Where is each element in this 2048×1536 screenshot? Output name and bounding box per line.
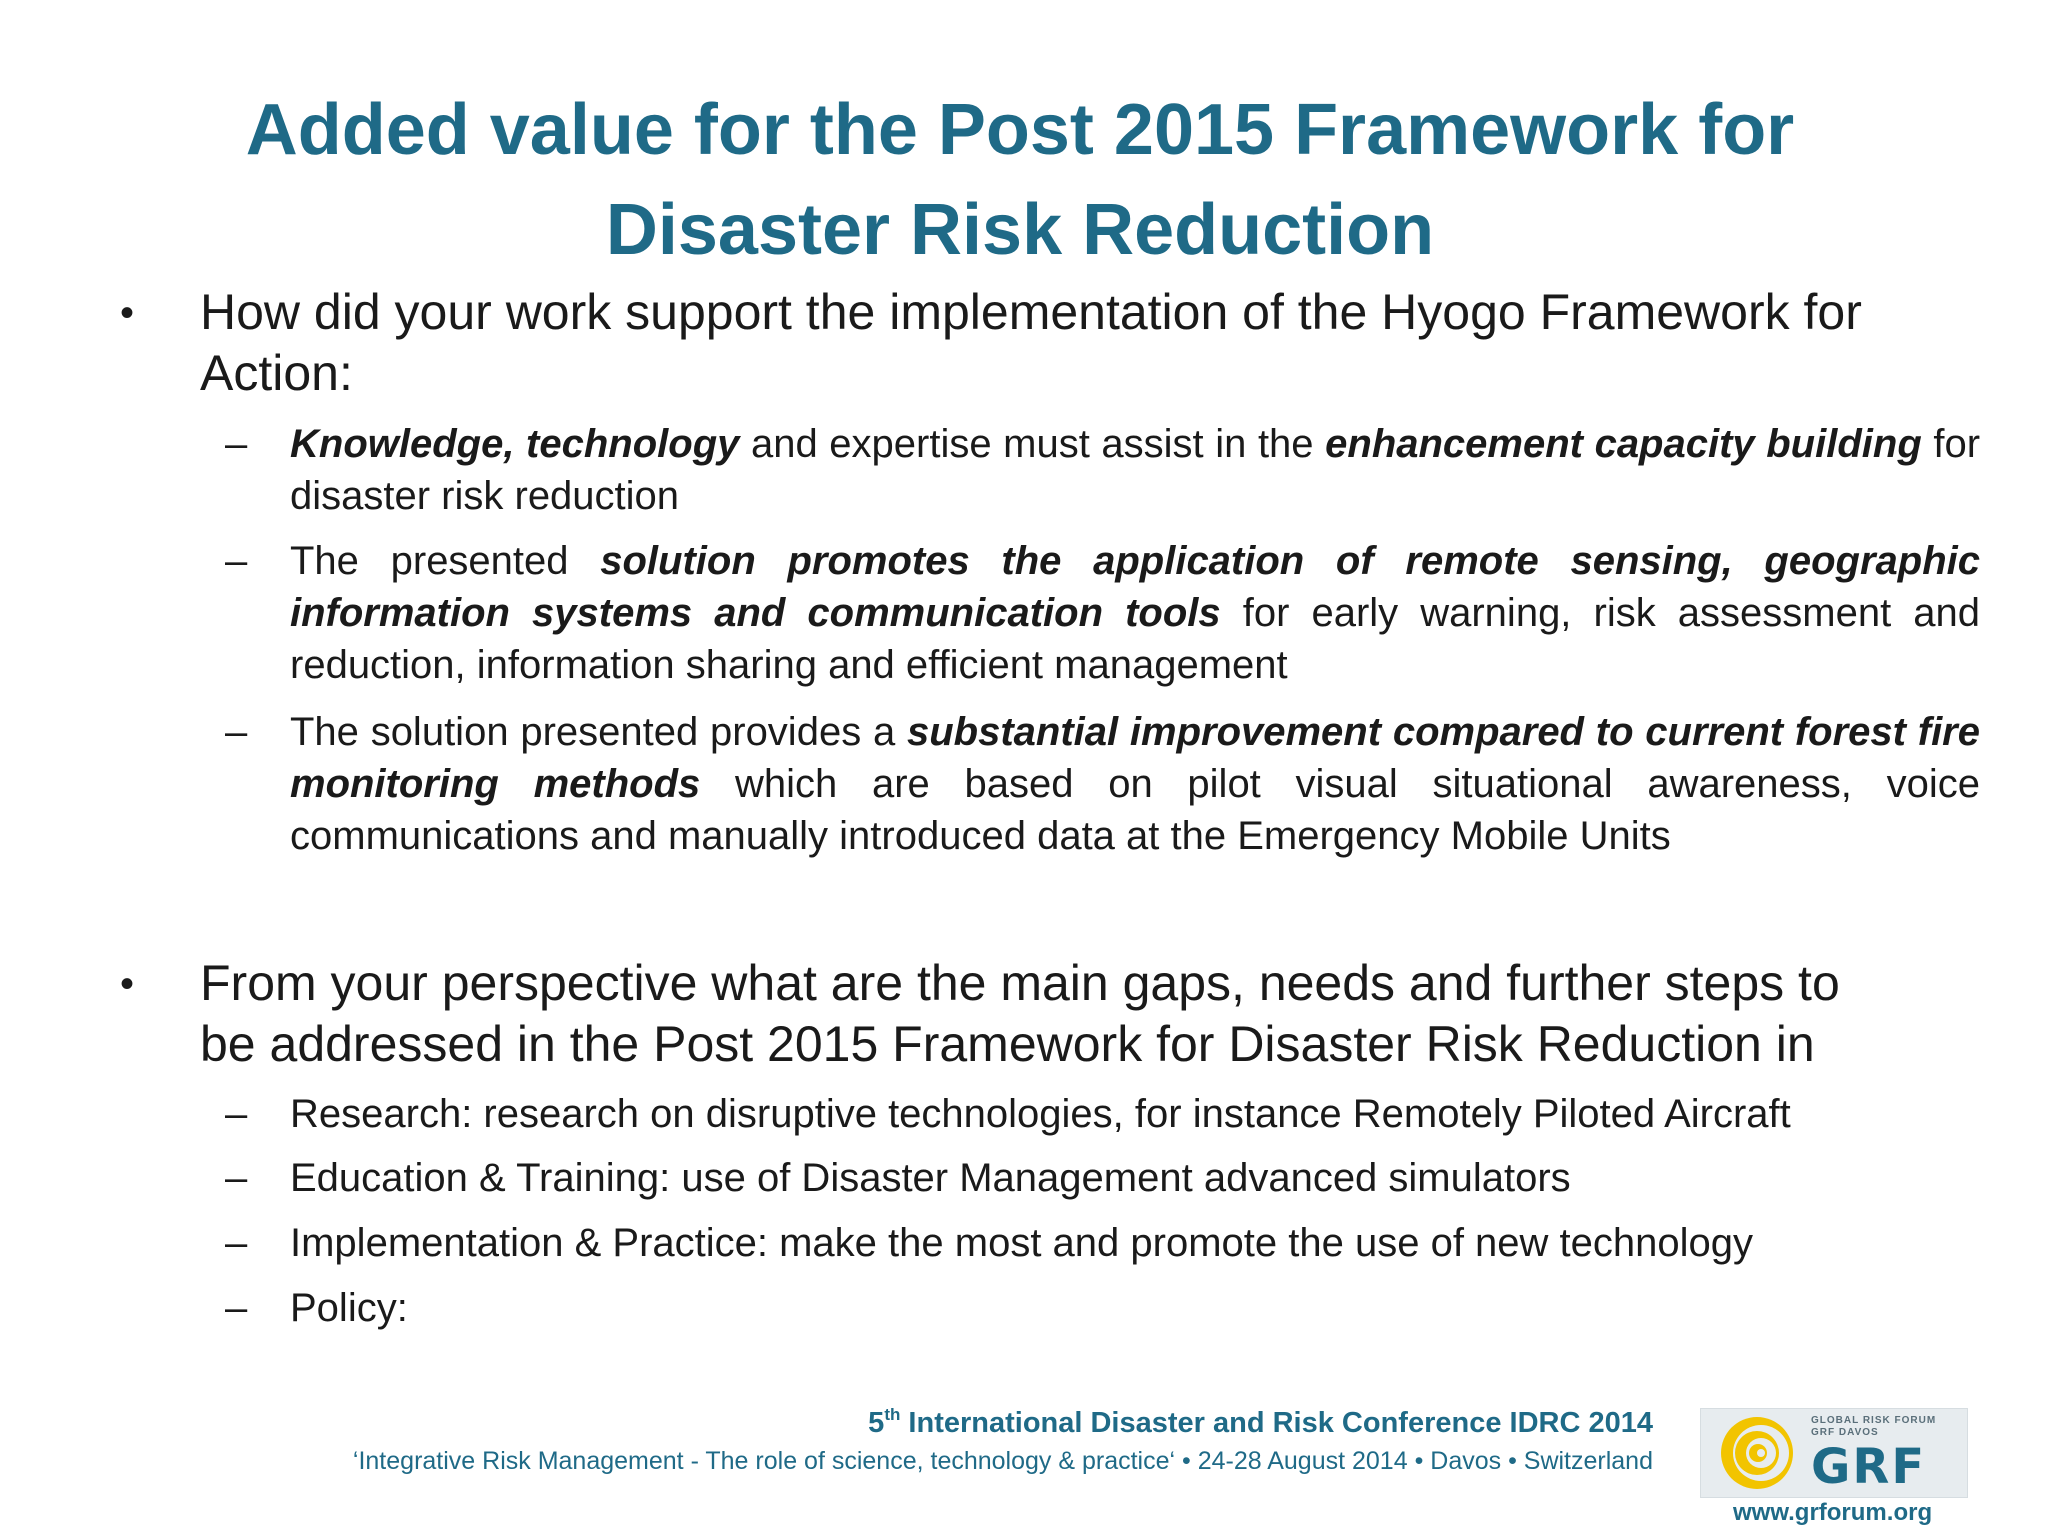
text-run: The solution presented provides a <box>290 710 907 754</box>
sub-bullet-text: Education & Training: use of Disaster Management advanced simulators <box>290 1156 1571 1200</box>
dash: – <box>225 422 248 466</box>
dash: – <box>225 1156 248 1200</box>
bullet-text <box>200 953 1990 1075</box>
title-line-2: Disaster Risk Reduction <box>605 190 1435 270</box>
bullet-text-line-1: How did your work support the implementation of the Hyogo Framework for <box>200 284 1862 340</box>
text-run: for disaster risk reduction <box>290 422 1981 518</box>
emphasis: enhancement capacity building <box>1325 422 1922 466</box>
title-line-1: Added value for the Post 2015 Framework for <box>245 90 1795 170</box>
text-run: The presented <box>290 539 601 583</box>
sub-bullet-text <box>290 535 1980 691</box>
bullet-text <box>200 282 1990 404</box>
website-link[interactable]: www.grforum.org <box>1733 1499 1933 1526</box>
grf-spiral-icon <box>1709 1413 1809 1493</box>
sub-bullet-text: Implementation & Practice: make the most and promote the use of new technology <box>290 1221 1754 1265</box>
sub-bullet-text <box>290 706 1980 862</box>
text-run: for early warning, risk assessment and reduction, information sharing and efficient management <box>290 591 1981 687</box>
bullet-dot: • <box>120 291 135 335</box>
bullet-text-line-2: Action: <box>200 345 353 401</box>
bullet-text-line-2: be addressed in the Post 2015 Framework for Disaster Risk Reduction in <box>200 1016 1815 1072</box>
sub-bullet-text: Research: research on disruptive technologies, for instance Remotely Piloted Aircraft <box>290 1092 1791 1136</box>
sub-bullet-text <box>290 418 1980 522</box>
emphasis: solution promotes the application of remote sensing, geographic information systems and communication tools <box>290 539 1981 635</box>
dash: – <box>225 1286 248 1330</box>
bullet-dot: • <box>120 962 135 1006</box>
conference-tagline: ‘Integrative Risk Management - The role of science, technology & practice‘ • 24-28 August 2014 • Davos • Switzerland <box>352 1447 1653 1475</box>
dash: – <box>225 710 248 754</box>
conf-number: 5 <box>868 1407 885 1439</box>
emphasis: substantial improvement compared to current forest fire monitoring methods <box>290 710 1980 806</box>
slide-title <box>180 80 1860 280</box>
emphasis: Knowledge, technology <box>290 422 740 466</box>
text-run: and expertise must assist in the <box>739 422 1326 466</box>
grf-logo <box>1700 1408 1968 1498</box>
dash: – <box>225 539 248 583</box>
sub-bullet-text: Policy: <box>290 1286 408 1330</box>
conf-title: International Disaster and Risk Conference IDRC 2014 <box>900 1407 1653 1439</box>
text-run: which are based on pilot visual situational awareness, voice communications and manually introduced data at the Emergency Mobile Units <box>290 762 1980 858</box>
bullet-text-line-1: From your perspective what are the main gaps, needs and further steps to <box>200 955 1840 1011</box>
conf-ordinal: th <box>884 1405 901 1424</box>
dash: – <box>225 1092 248 1136</box>
logo-wordmark: GRF <box>1811 1439 1927 1495</box>
conference-name <box>868 1405 1653 1440</box>
logo-caption: GLOBAL RISK FORUM GRF DAVOS <box>1811 1415 1937 1438</box>
dash: – <box>225 1221 248 1265</box>
